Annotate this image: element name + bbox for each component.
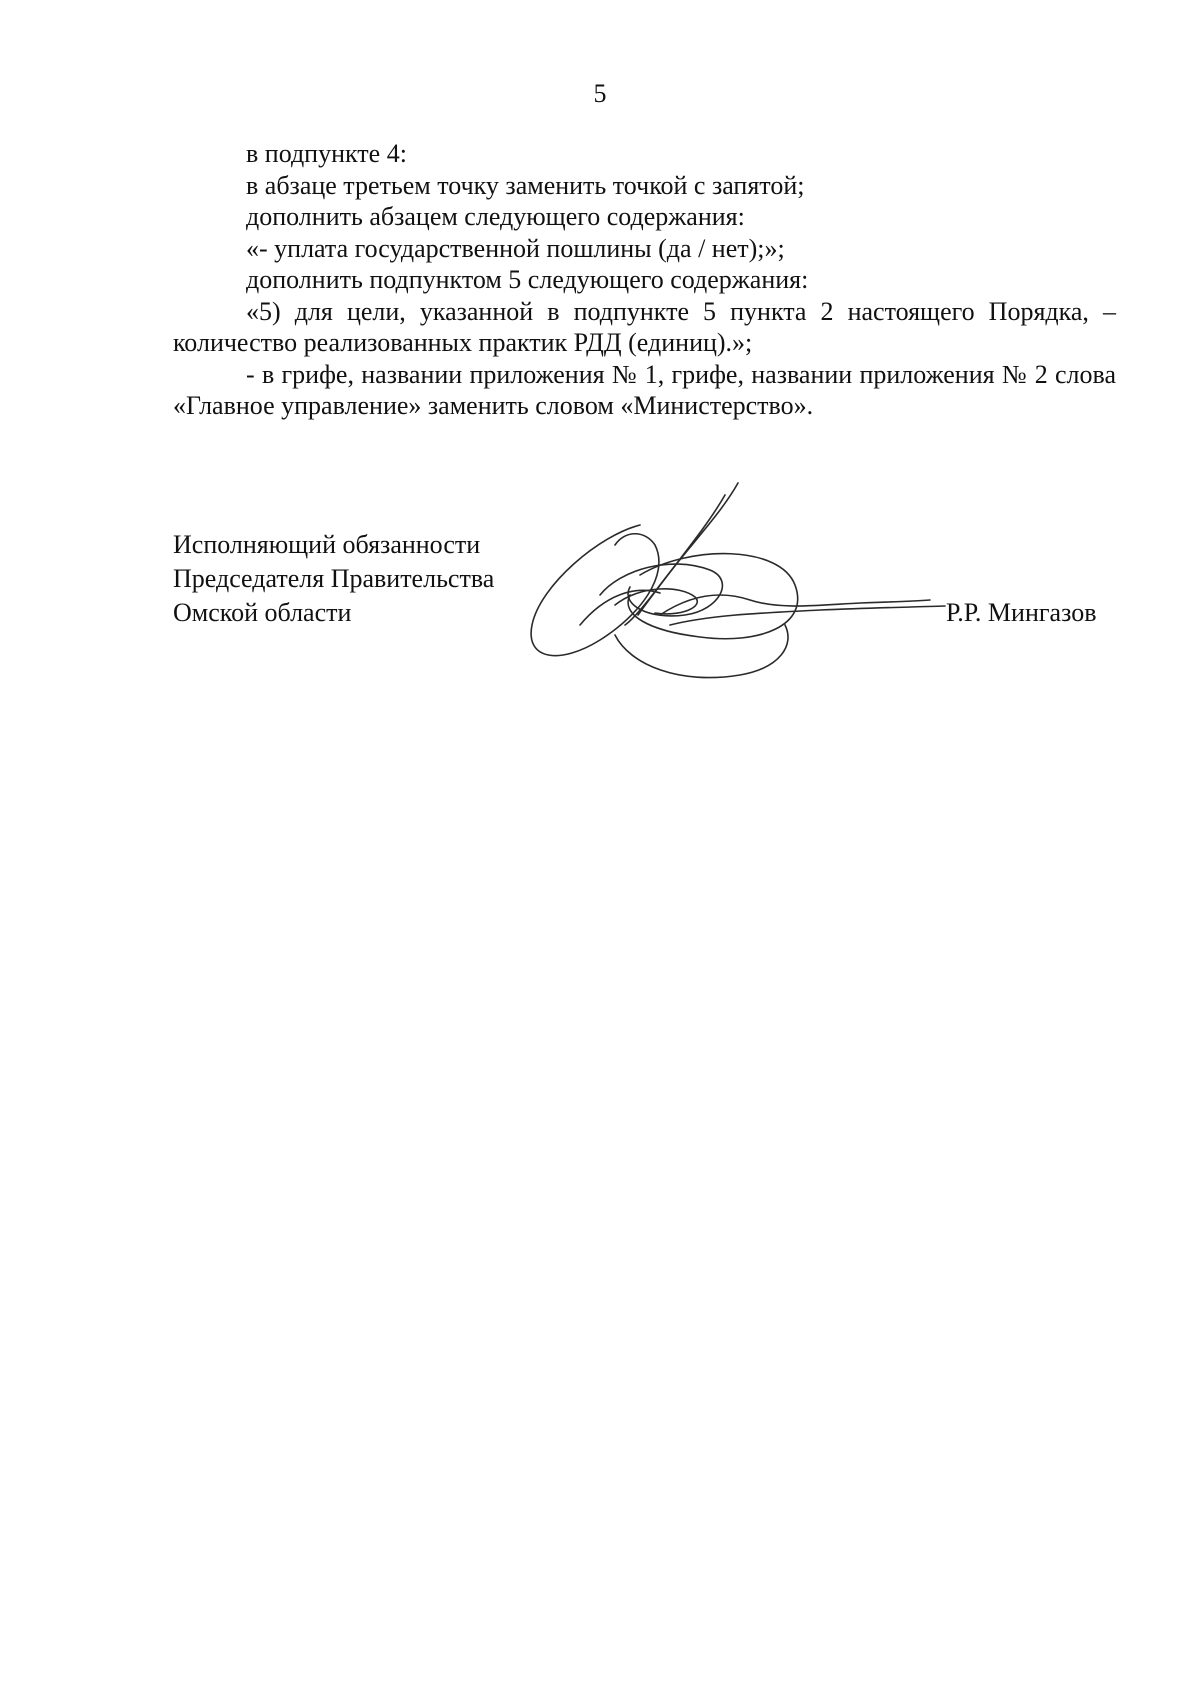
paragraph: в подпункте 4: [246,139,407,168]
signer-name: Р.Р. Мингазов [946,598,1097,627]
paragraph: дополнить абзацем следующего содержания: [246,202,745,231]
paragraph: в абзаце третьем точку заменить точкой с запятой; [246,170,805,200]
paragraph: «5) для цели, указанной в подпункте 5 пункта 2 настоящего Порядка, – количество реализованных практик РДД (единиц).»; [173,296,1116,357]
signatory-title-line: Омской области [173,598,352,627]
signatory-title [173,528,494,630]
handwritten-signature [520,475,960,705]
page-number: 5 [593,79,607,108]
signatory-title-line: Председателя Правительства [173,564,495,593]
paragraph: - в грифе, названии приложения № 1, грифе, названии приложения № 2 слова «Главное управление» заменить словом «Министерство». [173,359,1116,420]
paragraph: «- уплата государственной пошлины (да / нет);»; [246,233,785,263]
signatory-title-line: Исполняющий обязанности [173,530,481,559]
document-body [173,138,1116,422]
paragraph: дополнить подпунктом 5 следующего содержания: [246,265,809,294]
